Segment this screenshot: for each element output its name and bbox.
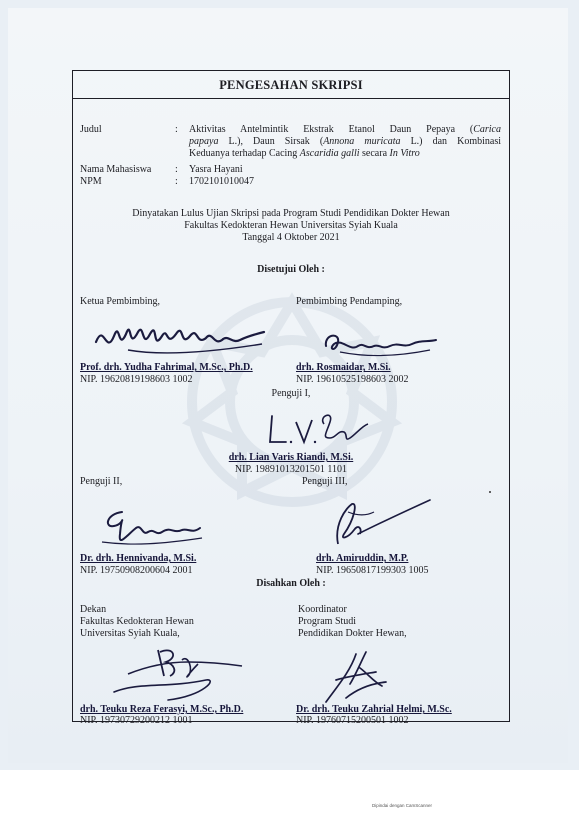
koordinator-department: Pendidikan Dokter Hewan,: [298, 628, 407, 639]
koordinator-role: Koordinator: [298, 604, 347, 615]
penguji3-nip: NIP. 19650817199303 1005: [316, 565, 429, 576]
judul-colon: :: [175, 124, 178, 135]
judul-italic: Annona muricata: [323, 136, 401, 147]
nama-label: Nama Mahasiswa: [80, 164, 152, 175]
ketua-signature: [92, 312, 272, 362]
penguji1-nip: NIP. 19891013201501 1101: [234, 464, 348, 475]
penguji3-role: Penguji III,: [302, 476, 348, 487]
ketua-nip: NIP. 19620819198603 1002: [80, 374, 193, 385]
judul-value: [189, 124, 501, 160]
nama-value: Yasra Hayani: [189, 164, 243, 175]
statement-line-2: Fakultas Kedokteran Hewan Universitas Syiah Kuala: [184, 220, 398, 231]
statement-date: Tanggal 4 Oktober 2021: [242, 232, 340, 243]
koordinator-program: Program Studi: [298, 616, 357, 627]
dekan-nip: NIP. 19730729200212 1001: [80, 715, 193, 726]
dekan-signature: [108, 640, 248, 706]
penguji1-role: Penguji I,: [271, 388, 311, 399]
judul-italic: Carica: [473, 124, 501, 135]
judul-label: Judul: [80, 124, 102, 135]
ketua-name: Prof. drh. Yudha Fahrimal, M.Sc., Ph.D.: [80, 362, 253, 373]
pendamping-signature: [320, 328, 440, 364]
npm-colon: :: [175, 176, 178, 187]
scan-speck: [489, 491, 491, 493]
npm-value: 1702101010047: [189, 176, 254, 187]
penguji2-role: Penguji II,: [80, 476, 123, 487]
penguji2-signature: [92, 504, 212, 554]
penguji3-name: drh. Amiruddin, M.P.: [316, 553, 409, 564]
judul-text: L.) dan Kombinasi: [400, 136, 501, 147]
penguji2-nip: NIP. 19750908200604 2001: [80, 565, 193, 576]
pendamping-role: Pembimbing Pendamping,: [296, 296, 403, 307]
koordinator-nip: NIP. 19760715200501 1002: [296, 715, 409, 726]
judul-text: Keduanya terhadap Cacing: [189, 148, 300, 159]
approved-heading: Disetujui Oleh :: [257, 264, 325, 275]
ratified-heading: Disahkan Oleh :: [256, 578, 326, 589]
dekan-university: Universitas Syiah Kuala,: [80, 628, 180, 639]
koordinator-signature: [316, 644, 396, 708]
npm-label: NPM: [80, 176, 102, 187]
judul-italic: In Vitro: [389, 148, 420, 159]
document-title: PENGESAHAN SKRIPSI: [219, 78, 363, 92]
nama-colon: :: [175, 164, 178, 175]
penguji1-name: drh. Lian Varis Riandi, M.Si.: [228, 452, 354, 463]
scanner-footer: Dipindai dengan CamScanner: [372, 803, 433, 808]
penguji3-signature: [318, 494, 438, 554]
ketua-role: Ketua Pembimbing,: [80, 296, 160, 307]
dekan-faculty: Fakultas Kedokteran Hewan: [80, 616, 194, 627]
pendamping-nip: NIP. 19610525198603 2002: [296, 374, 409, 385]
judul-italic: Ascaridia galli: [299, 148, 360, 159]
dekan-name: drh. Teuku Reza Ferasyi, M.Sc., Ph.D.: [80, 704, 244, 715]
title-divider: [72, 98, 510, 99]
penguji2-name: Dr. drh. Hennivanda, M.Si.: [80, 553, 197, 564]
pendamping-name: drh. Rosmaidar, M.Si.: [296, 362, 391, 373]
penguji1-signature: [264, 402, 374, 452]
judul-italic: papaya: [189, 136, 219, 147]
judul-text: L.), Daun Sirsak (: [218, 136, 324, 147]
judul-text: secara: [359, 148, 390, 159]
koordinator-name: Dr. drh. Teuku Zahrial Helmi, M.Sc.: [296, 704, 452, 715]
dekan-role: Dekan: [80, 604, 107, 615]
judul-text: Aktivitas Antelmintik Ekstrak Etanol Daun Pepaya (: [189, 124, 474, 135]
statement-line-1: Dinyatakan Lulus Ujian Skripsi pada Program Studi Pendidikan Dokter Hewan: [132, 208, 450, 219]
